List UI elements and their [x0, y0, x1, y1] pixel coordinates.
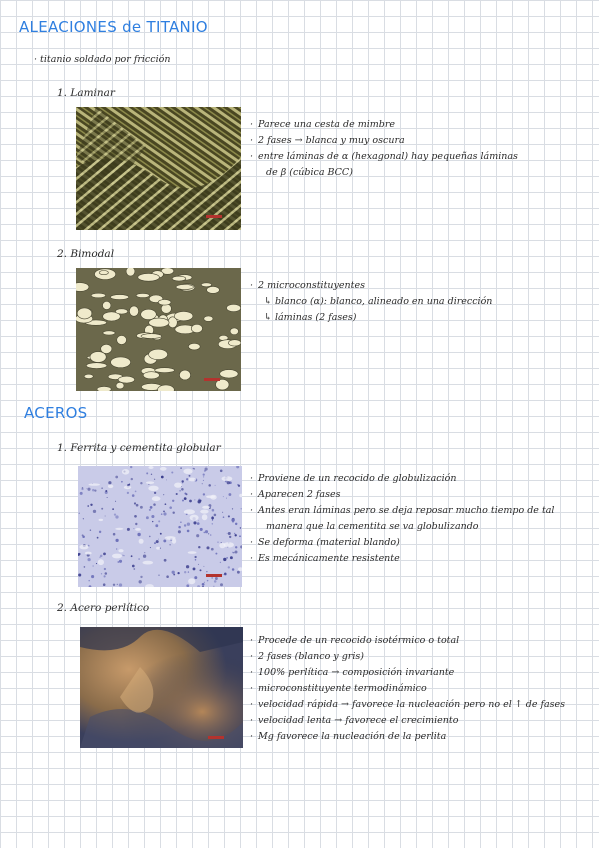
section-title-titanium: ALEACIONES de TITANIO	[19, 18, 208, 36]
note-item: de β (cúbica BCC)	[266, 167, 353, 178]
note-item: · Se deforma (material blando)	[250, 535, 554, 551]
heading-bimodal: 2. Bimodal	[57, 248, 115, 260]
pearlitic-notes	[250, 633, 565, 745]
note-item: · Parece una cesta de mimbre	[250, 117, 518, 133]
note-item: · Proviene de un recocido de globulización	[250, 471, 554, 487]
note-item: · Es mecánicamente resistente	[250, 551, 554, 567]
note-item: ↳ láminas (2 fases)	[264, 312, 357, 323]
note-item: · 100% perlítica → composición invariante	[250, 665, 565, 681]
section-subtitle	[34, 52, 170, 68]
note-item: · Mg favorece la nucleación de la perlita	[250, 729, 565, 745]
bullet-dot: ·	[34, 54, 41, 65]
note-item: · microconstituyente termodinámico	[250, 681, 565, 697]
note-item: · entre láminas de α (hexagonal) hay pequeñas láminas	[250, 149, 518, 165]
note-item: · Aparecen 2 fases	[250, 487, 554, 503]
subtitle-text: titanio soldado por fricción	[40, 54, 171, 65]
laminar-notes	[250, 117, 518, 181]
ferrite-cementite-micrograph	[78, 466, 242, 587]
bimodal-micrograph	[76, 268, 241, 391]
note-item: · Antes eran láminas pero se deja reposar mucho tiempo de tal	[250, 503, 554, 519]
note-item: · Procede de un recocido isotérmico o total	[250, 633, 565, 649]
bimodal-notes	[250, 278, 492, 326]
note-item: · 2 fases → blanca y muy oscura	[250, 133, 518, 149]
note-item: manera que la cementita se va globulizando	[266, 521, 479, 532]
ferrite-cementite-notes	[250, 471, 554, 567]
note-item: · 2 fases (blanco y gris)	[250, 649, 565, 665]
note-item: ↳ blanco (α): blanco, alineado en una dirección	[264, 296, 493, 307]
pearlitic-micrograph	[80, 627, 243, 748]
heading-ferrite-cementite: 1. Ferrita y cementita globular	[57, 442, 221, 454]
laminar-micrograph	[76, 107, 241, 230]
note-item: · 2 microconstituyentes	[250, 278, 492, 294]
note-item: · velocidad rápida → favorece la nucleación pero no el ↑ de fases	[250, 697, 565, 713]
note-item: · velocidad lenta → favorece el crecimiento	[250, 713, 565, 729]
section-title-steels: ACEROS	[24, 404, 88, 422]
heading-laminar: 1. Laminar	[57, 87, 115, 99]
heading-pearlitic: 2. Acero perlítico	[57, 602, 150, 614]
